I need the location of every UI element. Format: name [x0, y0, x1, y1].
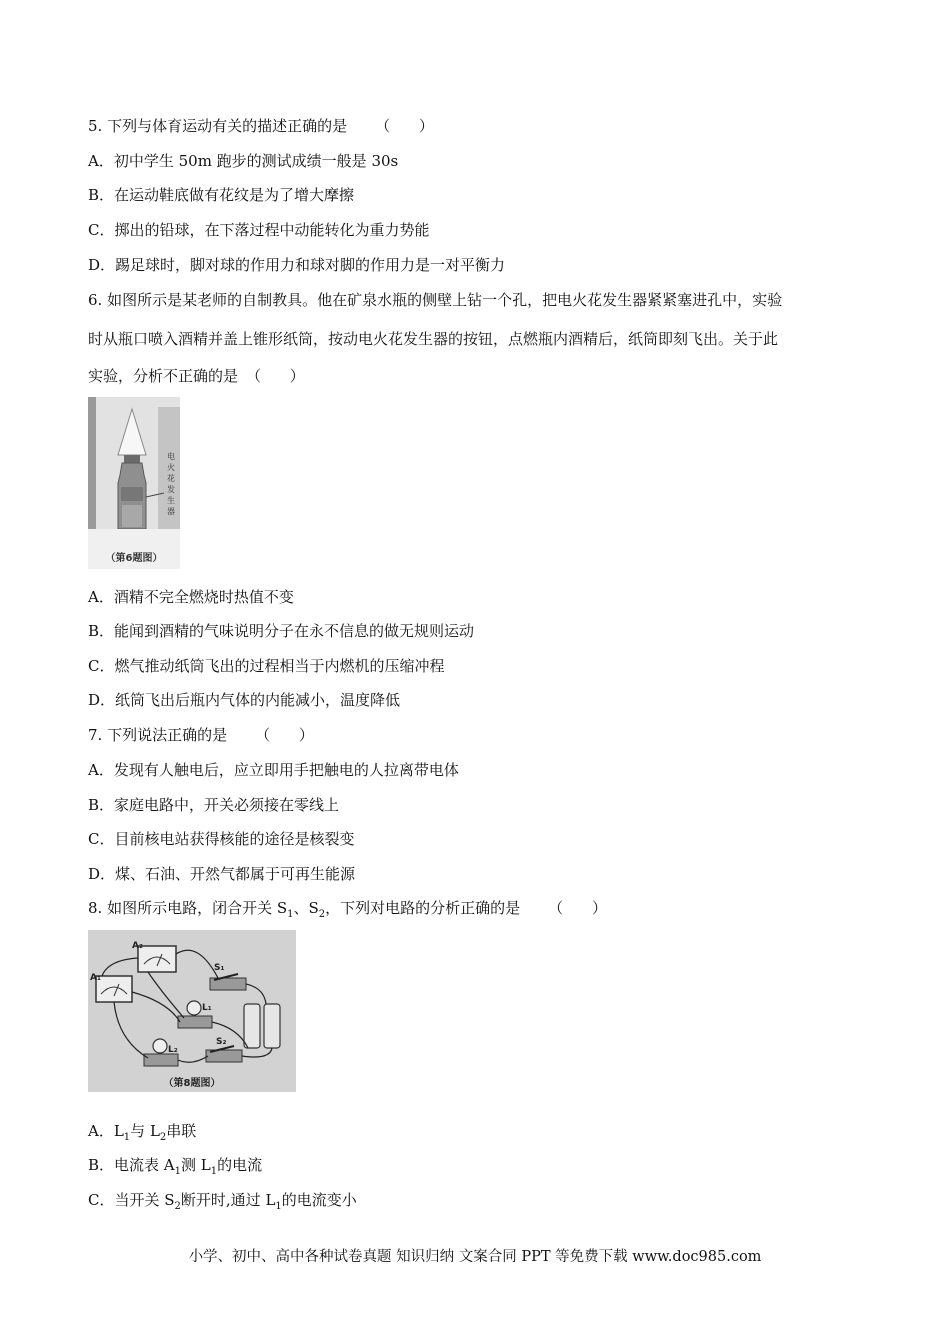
q8-stem	[88, 898, 619, 918]
q8-figure-caption: （第8题图）	[163, 1078, 221, 1089]
q8-option-b-part2: 测 L	[181, 1156, 211, 1174]
page-footer: 小学、初中、高中各种试卷真题 知识归纳 文案合同 PPT 等免费下载 www.doc985.com	[188, 1249, 762, 1265]
q7-stem-text: 7. 下列说法正确的是	[88, 726, 228, 744]
q8-option-b	[88, 1155, 262, 1175]
q5-option-c: C．掷出的铅球，在下落过程中动能转化为重力势能	[88, 221, 430, 239]
q8-label-a1: A₁	[90, 973, 101, 983]
q8-option-a-sub1: 1	[123, 1132, 131, 1143]
q7-option-c: C．目前核电站获得核能的途径是核裂变	[88, 830, 355, 848]
q6-option-d: D．纸筒飞出后瓶内气体的内能减小，温度降低	[88, 691, 401, 709]
q6-option-a: A．酒精不完全燃烧时热值不变	[88, 588, 294, 606]
q6-figure-caption: （第6题图）	[105, 553, 163, 564]
q8-option-c-part3: 的电流变小	[281, 1191, 357, 1209]
q8-stem-post: ，下列对电路的分析正确的是	[325, 899, 521, 917]
q6-figure-drawing	[88, 397, 180, 569]
q6-stem-line-2: 时从瓶口喷入酒精并盖上锥形纸筒，按动电火花发生器的按钮，点燃瓶内酒精后，纸筒即刻飞出。关于此	[88, 330, 779, 348]
q6-stem-line-3	[88, 366, 317, 386]
q5-option-d: D．踢足球时，脚对球的作用力和球对脚的作用力是一对平衡力	[88, 256, 506, 274]
q8-label-s2: S₂	[216, 1037, 227, 1047]
q6-vertical-label-6: 器	[167, 507, 175, 516]
q6-option-c: C．燃气推动纸筒飞出的过程相当于内燃机的压缩冲程	[88, 657, 445, 675]
q7-option-b: B．家庭电路中，开关必须接在零线上	[88, 796, 340, 814]
q8-label-a2: A₂	[132, 941, 143, 951]
q6-vertical-label-2: 火	[167, 463, 175, 472]
q6-option-b: B．能闻到酒精的气味说明分子在永不信息的做无规则运动	[88, 622, 475, 640]
q6-figure	[88, 397, 180, 569]
q8-option-a-part2: 与 L	[130, 1122, 160, 1140]
q8-answer-bracket: （ ）	[548, 899, 619, 917]
q8-option-a-part1: A．L	[88, 1122, 124, 1140]
q8-figure	[88, 930, 296, 1092]
q8-option-b-sub1: 1	[174, 1166, 181, 1177]
q5-answer-bracket: （ ）	[375, 117, 446, 135]
q6-vertical-label-5: 生	[167, 496, 175, 505]
q8-option-c-part1: C．当开关 S	[88, 1191, 175, 1209]
q5-option-b: B．在运动鞋底做有花纹是为了增大摩擦	[88, 186, 355, 204]
q8-option-b-sub2: 1	[210, 1166, 218, 1177]
q8-option-a-part3: 串联	[166, 1122, 197, 1140]
q8-circuit-drawing	[88, 930, 296, 1092]
q8-stem-s1-sub: 1	[287, 909, 294, 920]
q8-option-c	[88, 1190, 357, 1210]
q8-option-b-part1: B．电流表 A	[88, 1156, 175, 1174]
q5-stem-text: 5. 下列与体育运动有关的描述正确的是	[88, 117, 348, 135]
q6-answer-bracket: （ ）	[246, 367, 317, 385]
q8-label-l1: L₁	[202, 1003, 212, 1013]
q6-vertical-label-1: 电	[167, 452, 175, 461]
q7-option-a: A．发现有人触电后，应立即用手把触电的人拉离带电体	[88, 761, 459, 779]
q8-option-c-sub2: 1	[275, 1201, 282, 1212]
q7-stem	[88, 725, 326, 745]
q8-option-b-part3: 的电流	[217, 1156, 263, 1174]
q5-stem	[88, 116, 446, 136]
q8-label-s1: S₁	[214, 963, 225, 973]
q6-stem-line-3-text: 实验，分析不正确的是	[88, 367, 239, 385]
q6-vertical-label-4: 发	[167, 485, 175, 494]
q8-stem-mid: 、S	[293, 899, 319, 917]
q8-label-l2: L₂	[168, 1045, 178, 1055]
q8-option-a-sub2: 2	[159, 1132, 167, 1143]
q8-stem-s2-sub: 2	[318, 909, 326, 920]
q7-answer-bracket: （ ）	[255, 726, 326, 744]
q8-option-c-sub1: 2	[174, 1201, 181, 1212]
q5-option-a: A．初中学生 50m 跑步的测试成绩一般是 30s	[88, 152, 399, 170]
q7-option-d: D．煤、石油、开然气都属于可再生能源	[88, 865, 356, 883]
q6-vertical-label-3: 花	[167, 474, 175, 483]
q6-stem-line-1: 6. 如图所示是某老师的自制教具。他在矿泉水瓶的侧壁上钻一个孔，把电火花发生器紧紧塞进孔中，实验	[88, 291, 783, 309]
q8-option-c-part2: 断开时,通过 L	[180, 1191, 276, 1209]
q8-stem-pre: 8. 如图所示电路，闭合开关 S	[88, 899, 288, 917]
q8-option-a	[88, 1121, 196, 1141]
